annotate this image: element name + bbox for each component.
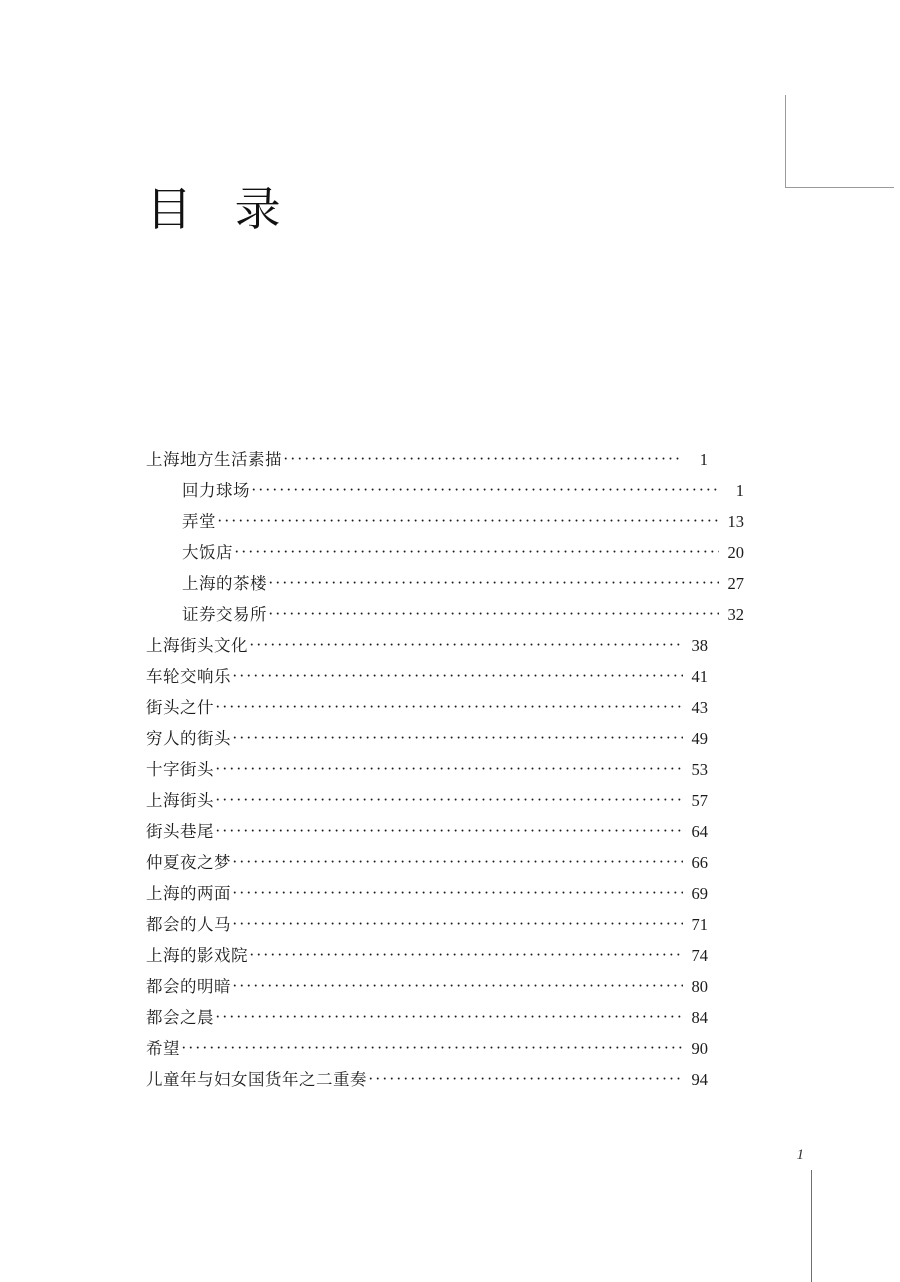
toc-entry[interactable] xyxy=(146,725,708,756)
toc-leader-dots xyxy=(215,792,683,809)
page-number: 1 xyxy=(796,1147,804,1163)
toc-entry-page: 71 xyxy=(691,915,708,934)
toc-entry-label: 都会的人马 xyxy=(146,915,231,934)
toc-entry-page: 64 xyxy=(691,822,708,841)
toc-entry[interactable] xyxy=(146,446,708,477)
toc-leader-dots xyxy=(268,606,719,623)
toc-entry-label: 希望 xyxy=(146,1039,180,1058)
toc-entry-page: 27 xyxy=(727,574,744,593)
toc-entry[interactable] xyxy=(146,663,708,694)
toc-entry-page: 94 xyxy=(691,1070,708,1089)
toc-leader-dots xyxy=(232,730,683,747)
toc-entry-label: 儿童年与妇女国货年之二重奏 xyxy=(146,1070,367,1089)
toc-leader-dots xyxy=(215,761,683,778)
toc-entry-page: 84 xyxy=(691,1008,708,1027)
toc-leader-dots xyxy=(234,544,719,561)
toc-entry-label: 上海街头文化 xyxy=(146,636,248,655)
toc-leader-dots xyxy=(232,916,683,933)
toc-entry[interactable] xyxy=(146,756,708,787)
toc-entry[interactable] xyxy=(146,1004,708,1035)
toc-leader-dots xyxy=(232,668,683,685)
folio-rule-decoration xyxy=(811,1170,812,1282)
toc-entry-page: 57 xyxy=(691,791,708,810)
toc-entry-label: 穷人的街头 xyxy=(146,729,231,748)
toc-entry-page: 41 xyxy=(691,667,708,686)
toc-leader-dots xyxy=(251,482,719,499)
toc-leader-dots xyxy=(249,637,683,654)
toc-entry-label: 上海的影戏院 xyxy=(146,946,248,965)
toc-entry-page: 80 xyxy=(691,977,708,996)
toc-entry-page: 43 xyxy=(691,698,708,717)
toc-entry[interactable] xyxy=(146,849,708,880)
toc-leader-dots xyxy=(232,885,683,902)
toc-entry[interactable] xyxy=(146,601,744,632)
toc-entry[interactable] xyxy=(146,818,708,849)
toc-entry-page: 32 xyxy=(727,605,744,624)
toc-entry-label: 大饭店 xyxy=(182,543,233,562)
toc-entry[interactable] xyxy=(146,477,744,508)
toc-entry-label: 上海街头 xyxy=(146,791,214,810)
toc-leader-dots xyxy=(249,947,683,964)
toc-entry[interactable] xyxy=(146,942,708,973)
toc-entry-label: 证券交易所 xyxy=(182,605,267,624)
toc-leader-dots xyxy=(215,823,683,840)
toc-leader-dots xyxy=(181,1040,683,1057)
toc-entry[interactable] xyxy=(146,632,708,663)
toc-entry-page: 13 xyxy=(727,512,744,531)
toc-entry[interactable] xyxy=(146,911,708,942)
toc-entry-label: 弄堂 xyxy=(182,512,216,531)
toc-entry-label: 十字街头 xyxy=(146,760,214,779)
toc-entry[interactable] xyxy=(146,508,744,539)
toc-entry-label: 都会之晨 xyxy=(146,1008,214,1027)
toc-leader-dots xyxy=(368,1071,683,1088)
toc-entry-page: 74 xyxy=(691,946,708,965)
page-title: 目 录 xyxy=(146,181,295,236)
toc-entry-label: 仲夏夜之梦 xyxy=(146,853,231,872)
toc-entry-label: 都会的明暗 xyxy=(146,977,231,996)
toc-leader-dots xyxy=(215,699,683,716)
toc-leader-dots xyxy=(283,451,683,468)
toc-entry[interactable] xyxy=(146,694,708,725)
toc-leader-dots xyxy=(268,575,719,592)
toc-leader-dots xyxy=(217,513,719,530)
toc-entry-page: 1 xyxy=(699,450,708,469)
toc-entry-label: 上海地方生活素描 xyxy=(146,450,282,469)
toc-entry[interactable] xyxy=(146,787,708,818)
toc-entry-page: 90 xyxy=(691,1039,708,1058)
toc-entry-page: 66 xyxy=(691,853,708,872)
toc-entry[interactable] xyxy=(146,539,744,570)
toc-entry[interactable] xyxy=(146,1035,708,1066)
toc-entry-page: 20 xyxy=(727,543,744,562)
toc-entry-page: 69 xyxy=(691,884,708,903)
toc-entry[interactable] xyxy=(146,880,708,911)
toc-entry-page: 38 xyxy=(691,636,708,655)
toc-leader-dots xyxy=(232,978,683,995)
toc-leader-dots xyxy=(215,1009,683,1026)
toc-entry-label: 车轮交响乐 xyxy=(146,667,231,686)
toc-entry-label: 街头巷尾 xyxy=(146,822,214,841)
toc-entry[interactable] xyxy=(146,973,708,1004)
toc-entry[interactable] xyxy=(146,570,744,601)
toc-entry-page: 49 xyxy=(691,729,708,748)
toc-entry-label: 上海的两面 xyxy=(146,884,231,903)
toc-leader-dots xyxy=(232,854,683,871)
toc-entry[interactable] xyxy=(146,1066,708,1097)
toc-entry-label: 上海的茶楼 xyxy=(182,574,267,593)
corner-bracket-decoration xyxy=(785,95,894,188)
toc-entry-label: 回力球场 xyxy=(182,481,250,500)
toc-entry-page: 1 xyxy=(735,481,744,500)
toc-entry-label: 街头之什 xyxy=(146,698,214,717)
toc-entry-page: 53 xyxy=(691,760,708,779)
table-of-contents xyxy=(146,446,744,1097)
